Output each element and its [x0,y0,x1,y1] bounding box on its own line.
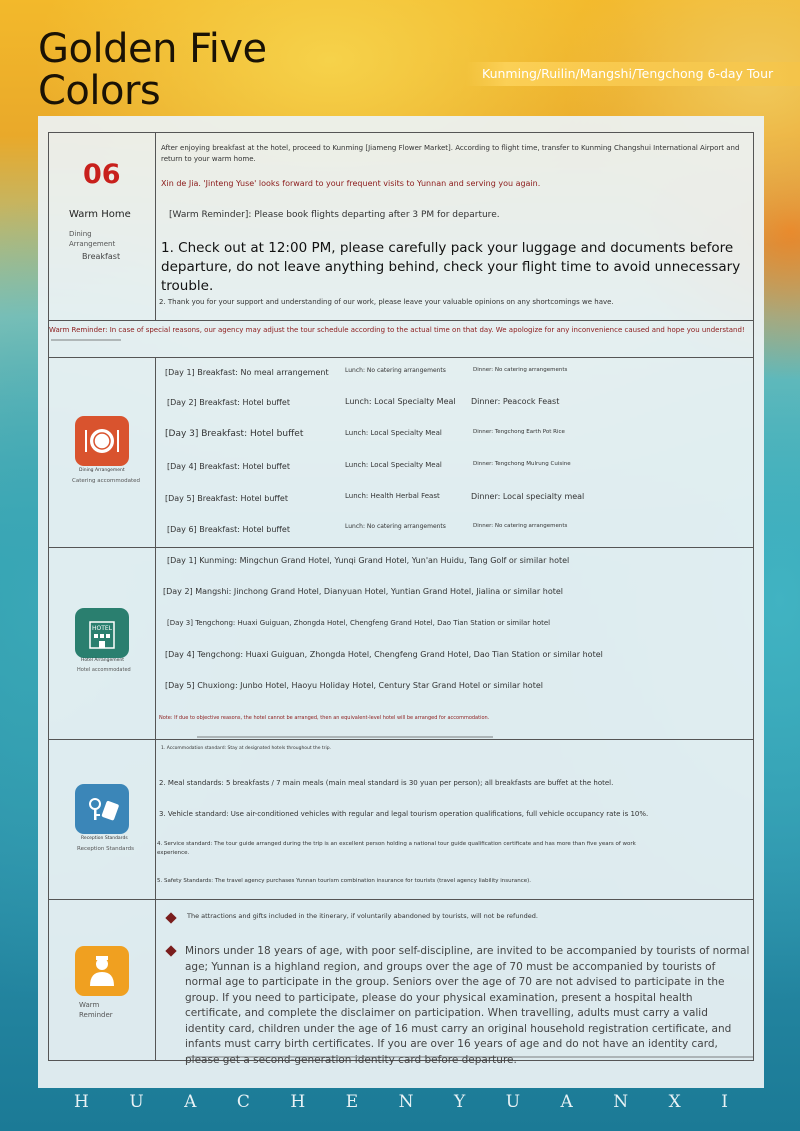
reception-right-cell [157,740,753,899]
hotel-day-item: [Day 2] Mangshi: Jinchong Grand Hotel, Dianyuan Hotel, Yuntian Grand Hotel, Jialina or similar hotel [163,587,564,596]
footer-letter: H [290,1092,308,1112]
day6-left-cell [49,133,156,320]
breakfast-cell: [Day 1] Breakfast: No meal arrangement [165,368,329,377]
warm-notice-row [48,320,754,357]
bullet-diamond-icon [165,912,176,923]
footer-letter: I [721,1092,730,1112]
footer-letter: A [184,1092,199,1112]
day6-row [48,132,754,320]
reception-item: 5. Safety Standards: The travel agency purchases Yunnan tourism combination insurance for tourists (travel agency liability insurance). [157,878,532,884]
footer-brand [0,1092,800,1120]
footer-letter: X [668,1092,683,1112]
hotel-day-item: [Day 3] Tengchong: Huaxi Guiguan, Zhongda Hotel, Chengfeng Grand Hotel, Dao Tian Station or similar hotel [167,619,551,627]
footer-letter: U [505,1092,523,1112]
hotel-right-cell [157,548,753,739]
hotel-icon-box [75,608,129,658]
day6-note-2: 2. Thank you for your support and understanding of our work, please leave your valuable opinions on any shortcomings we have. [159,298,614,306]
reception-item: 4. Service standard: The tour guide arranged during the trip is an excellent person holding a national tour guide qualification certificate and has more than five years of work experience. [157,841,636,856]
lunch-cell: Lunch: Local Specialty Meal [345,461,442,469]
breakfast-cell: [Day 6] Breakfast: Hotel buffet [167,525,290,534]
footer-letter: Y [453,1092,468,1112]
day6-greeting: Xin de Jia. 'Jinteng Yuse' looks forward to your frequent visits to Yunnan and serving you again. [161,179,541,188]
reception-row [48,739,754,899]
reminder-icon-label: Warm Reminder [79,1001,113,1019]
bullet-diamond-icon [165,945,176,956]
plate-icon [82,426,122,456]
breakfast-cell: [Day 3] Breakfast: Hotel buffet [165,429,304,439]
title-line-1: Golden Five [38,26,267,72]
reception-item: 1. Accommodation standard: Stay at designated hotels throughout the trip. [161,746,332,751]
hotel-day-item: [Day 5] Chuxiong: Junbo Hotel, Haoyu Holiday Hotel, Century Star Grand Hotel or similar hotel [165,681,543,690]
hotel-icon-sub: Hotel accommodated [77,667,131,673]
attendant-icon [82,954,122,988]
lunch-cell: Lunch: No catering arrangements [345,367,446,374]
reminder-right-cell [157,900,753,1066]
itinerary-sheet [38,116,764,1088]
day-name: Warm Home [69,209,131,220]
reception-icon-box [75,784,129,834]
reception-left-cell [49,740,156,899]
lunch-cell: Lunch: Local Specialty Meal [345,397,456,406]
breakfast-cell: [Day 5] Breakfast: Hotel buffet [165,494,288,503]
reception-item: 2. Meal standards: 5 breakfasts / 7 main meals (main meal standard is 30 yuan per person); all breakfasts are buffet at the hotel. [159,779,614,787]
day6-description: After enjoying breakfast at the hotel, proceed to Kunming [Jiameng Flower Market]. According to flight time, transfer to Kunming Changshui International Airport and return to your warm home. [161,144,740,163]
lunch-cell: Lunch: Health Herbal Feast [345,492,440,500]
breakfast-cell: [Day 2] Breakfast: Hotel buffet [167,398,290,407]
page-title [38,28,267,112]
reminder-item-1: The attractions and gifts included in the itinerary, if voluntarily abandoned by tourists, will not be refunded. [187,912,538,920]
title-line-2: Colors [38,68,161,114]
dinner-cell: Dinner: Peacock Feast [471,397,560,406]
dinner-cell: Dinner: No catering arrangements [473,367,568,373]
footer-letter: A [560,1092,575,1112]
footer-letter: H [74,1092,91,1112]
tour-subtitle: Kunming/Ruilin/Mangshi/Tengchong 6-day Tour [466,62,800,86]
dinner-cell: Dinner: Tengchong Mulrung Cuisine [473,461,571,467]
footer-letter: E [345,1092,361,1112]
hotel-icon-text: HOTEL [91,625,113,632]
reception-icon-label: Reception Standards [81,836,128,841]
dinner-cell: Dinner: Local specialty meal [471,492,585,501]
hotel-row [48,547,754,739]
hotel-building-icon [82,616,122,650]
dining-value: Breakfast [82,252,121,261]
warm-notice-text: Warm Reminder: In case of special reasons, our agency may adjust the tour schedule according to the actual time on that day. We apologize for any inconvenience caused and hope you understand! [49,326,745,334]
key-card-icon [82,792,122,826]
footer-letter: C [236,1092,252,1112]
reception-item: 3. Vehicle standard: Use air-conditioned vehicles with regular and legal tourism operation qualifications, full vehicle occupancy rate is 10%. [159,810,649,818]
day6-note-1: 1. Check out at 12:00 PM, please carefully pack your luggage and documents before departure, do not leave anything behind, check your flight time to avoid unnecessary trouble. [161,240,741,294]
dining-icon-box [75,416,129,466]
reminder-item-2: Minors under 18 years of age, with poor self-discipline, are invited to be accompanied by tourists of normal age; Yunnan is a highland region, and groups over the age of 70 must be accompanied by tourists of normal age to participate in the group. Seniors over the age of 70 are not advised to participate in the group. If you need to participate, please do your physical examination, present a hospital health certificate, and complete the disclaimer on participation. When travelling, adults must carry a valid identity card, children under the age of 16 must carry an original household registration certificate, and infants must carry birth certificates. If you are over 16 years of age and do not have an identity card, please get a second-generation identity card before departure. [185,945,750,1066]
dining-icon-sub: Catering accommodated [72,478,141,484]
notice-underline [51,339,121,341]
hotel-note: Note: If due to objective reasons, the hotel cannot be arranged, then an equivalent-level hotel will be arranged for accommodation. [159,715,490,721]
dining-label: Dining Arrangement [69,230,116,248]
reception-icon-sub: Reception Standards [77,846,135,852]
footer-letter: N [613,1092,631,1112]
reminder-underline [187,1056,753,1058]
dinner-cell: Dinner: Tengchong Earth Pot Rice [473,429,565,435]
hotel-underline [197,736,493,738]
hotel-day-item: [Day 1] Kunming: Mingchun Grand Hotel, Yunqi Grand Hotel, Yun'an Huidu, Tang Golf or similar hotel [167,556,570,565]
day6-right-cell [157,133,753,320]
day6-reminder: [Warm Reminder]: Please book flights departing after 3 PM for departure. [169,210,500,220]
dining-right-cell [157,358,753,547]
dining-left-cell [49,358,156,547]
hotel-icon-label: Hotel Arrangement [81,658,125,663]
hotel-left-cell [49,548,156,739]
reminder-left-cell [49,900,156,1060]
day-number: 06 [83,159,121,190]
footer-letter: U [129,1092,146,1112]
breakfast-cell: [Day 4] Breakfast: Hotel buffet [167,462,290,471]
footer-letter: N [398,1092,416,1112]
lunch-cell: Lunch: Local Specialty Meal [345,429,442,437]
reminder-row [48,899,754,1066]
hotel-day-item: [Day 4] Tengchong: Huaxi Guiguan, Zhongda Hotel, Chengfeng Grand Hotel, Dao Tian Station or similar hotel [165,650,603,659]
dining-icon-label: Dining Arrangement [79,468,125,473]
lunch-cell: Lunch: No catering arrangements [345,523,446,530]
dining-row [48,357,754,547]
reminder-icon-box [75,946,129,996]
dinner-cell: Dinner: No catering arrangements [473,523,568,529]
